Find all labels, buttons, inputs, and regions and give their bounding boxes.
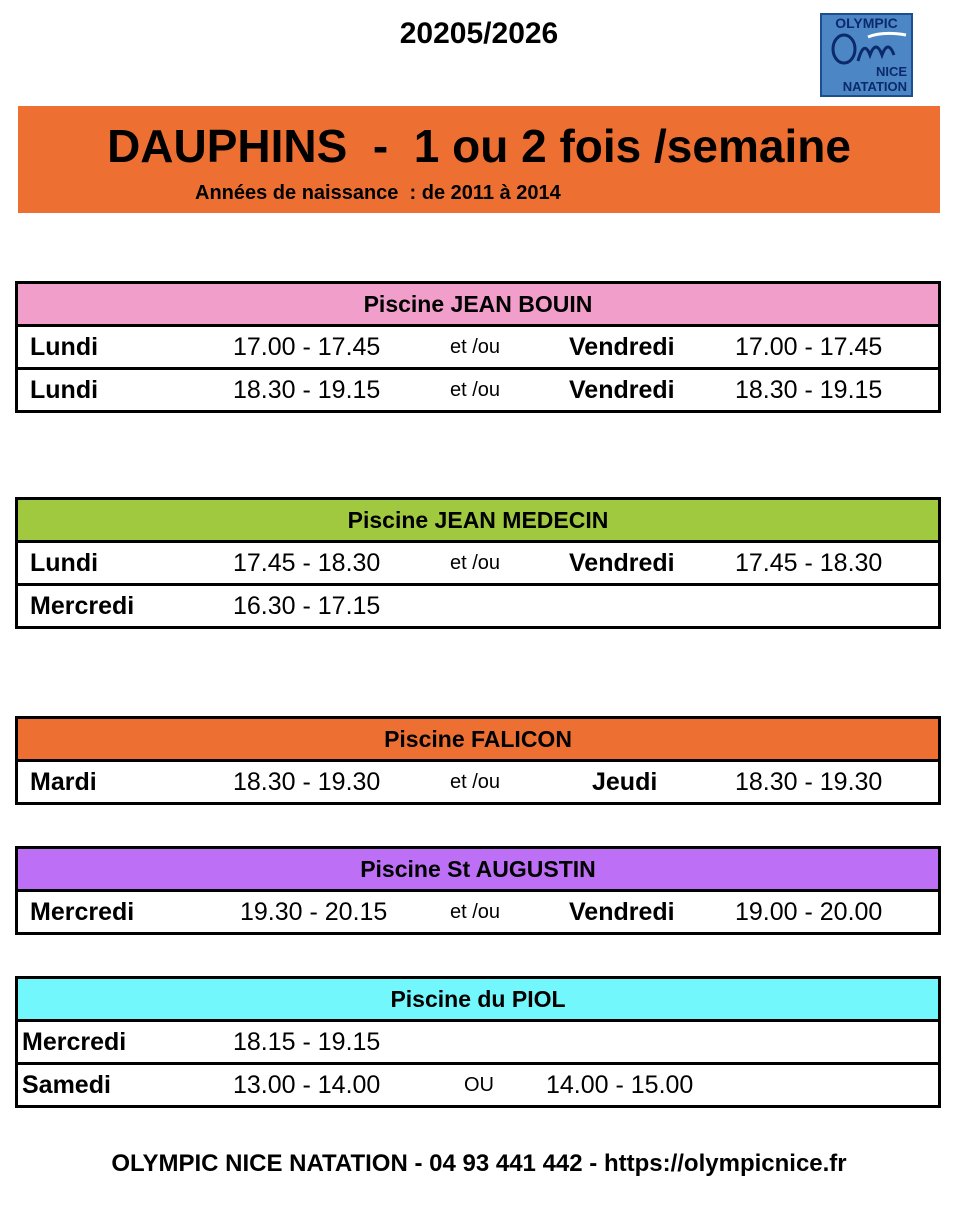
time-1: 18.15 - 19.15 [233, 1028, 381, 1056]
group-title: DAUPHINS - 1 ou 2 fois /semaine [107, 120, 851, 172]
schedule-row [18, 586, 938, 626]
pool-name: Piscine JEAN MEDECIN [18, 500, 938, 543]
conjunction: OU [464, 1074, 494, 1096]
time-2: 18.30 - 19.15 [735, 376, 883, 404]
time-2: 19.00 - 20.00 [735, 898, 883, 926]
schedule-row [18, 1022, 938, 1065]
time-2: 17.45 - 18.30 [735, 549, 883, 577]
time-1: 18.30 - 19.15 [233, 376, 381, 404]
schedule-row [18, 543, 938, 586]
time-1: 17.45 - 18.30 [233, 549, 381, 577]
pool-falicon [15, 716, 941, 805]
conjunction: et /ou [450, 901, 501, 923]
pool-jean-bouin [15, 281, 941, 413]
day-2: Vendredi [569, 549, 675, 577]
day-2: Jeudi [592, 768, 658, 796]
footer-contact: OLYMPIC NICE NATATION - 04 93 441 442 - https://olympicnice.fr [111, 1150, 847, 1177]
group-banner [18, 106, 940, 213]
schedule-row [18, 762, 938, 802]
day-1: Lundi [30, 376, 99, 404]
pool-st-augustin [15, 846, 941, 935]
schedule-row [18, 1065, 938, 1105]
conjunction: et /ou [450, 379, 501, 401]
day-2: Vendredi [569, 333, 675, 361]
birth-years: Années de naissance : de 2011 à 2014 [195, 182, 561, 204]
pool-name: Piscine du PIOL [18, 979, 938, 1022]
day-1: Mercredi [30, 592, 135, 620]
day-2: Vendredi [569, 898, 675, 926]
logo-text-bottom: NATATION [842, 79, 907, 94]
time-1: 18.30 - 19.30 [233, 768, 381, 796]
conjunction: et /ou [450, 771, 501, 793]
day-2: Vendredi [569, 376, 675, 404]
day-1: Mercredi [22, 1028, 127, 1056]
day-1: Samedi [22, 1071, 111, 1099]
conjunction: et /ou [450, 336, 501, 358]
season-title: 20205/2026 [399, 17, 559, 50]
pool-name: Piscine FALICON [18, 719, 938, 762]
schedule-row [18, 892, 938, 932]
time-2: 17.00 - 17.45 [735, 333, 883, 361]
schedule-row [18, 370, 938, 410]
pool-jean-medecin [15, 497, 941, 629]
pool-name: Piscine St AUGUSTIN [18, 849, 938, 892]
logo-text-top: OLYMPIC [835, 15, 898, 31]
pool-name: Piscine JEAN BOUIN [18, 284, 938, 327]
day-1: Mardi [30, 768, 97, 796]
day-1: Lundi [30, 549, 99, 577]
day-1: Lundi [30, 333, 99, 361]
day-1: Mercredi [30, 898, 135, 926]
time-alternative: 14.00 - 15.00 [546, 1071, 694, 1099]
time-1: 13.00 - 14.00 [233, 1071, 381, 1099]
swimmer-wave-icon [828, 31, 908, 67]
time-1: 19.30 - 20.15 [240, 898, 388, 926]
time-1: 16.30 - 17.15 [233, 592, 381, 620]
time-1: 17.00 - 17.45 [233, 333, 381, 361]
logo-text-middle: NICE [875, 64, 907, 79]
time-2: 18.30 - 19.30 [735, 768, 883, 796]
pool-du-piol [15, 976, 941, 1108]
olympic-nice-natation-logo [820, 13, 913, 97]
schedule-row [18, 327, 938, 370]
conjunction: et /ou [450, 552, 501, 574]
